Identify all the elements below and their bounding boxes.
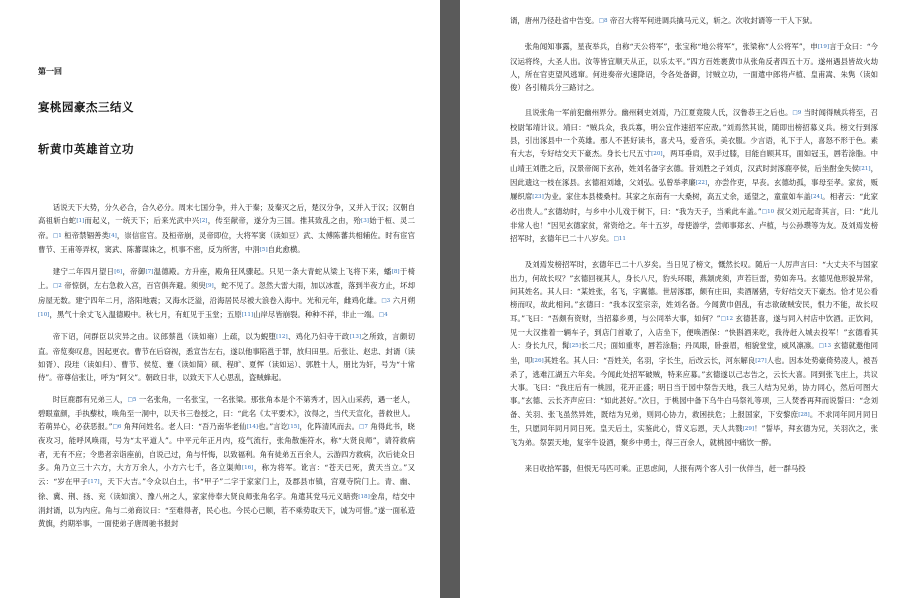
footnote-marker[interactable]: [1] [76,218,85,225]
footnote-marker[interactable]: □1 [52,232,62,239]
footnote-marker[interactable]: [19] [817,44,830,51]
footnote-marker[interactable]: [18] [358,493,370,500]
footnote-marker[interactable]: [3] [361,218,369,225]
footnote-marker[interactable]: [16] [241,465,254,472]
footnote-marker[interactable]: [4] [108,232,117,239]
chapter-title-line-2: 斩黄巾英雄首立功 [38,142,134,156]
footnote-marker[interactable]: [2] [199,218,208,225]
footnote-marker[interactable]: □8 [598,18,608,24]
left-paragraph: 话说天下大势，分久必合，合久必分。周末七国分争，并入于秦；及秦灭之后，楚汉分争，又并入于汉；汉朝自高祖斩白蛇[1]而起义，一统天下；后来光武中兴[2]，传至献帝，遂分为三国。推其致乱之由，殆[3]始于桓、灵二帝。□1 桓帝禁锢善类[4]，崇信宦官。及桓帝崩，灵帝即位，大将军窦（读如豆）武、太傅陈蕃共相辅佐。时有宦官曹节、王甫等弄权，窦武、陈蕃谋诛之，机事不密，反为所害，中涓[5]自此愈横。 [38,203,415,254]
footnote-marker[interactable]: [20] [651,151,663,158]
footnote-marker[interactable]: □3 [381,297,391,304]
footnote-marker[interactable]: [28] [798,411,810,418]
footnote-marker[interactable]: □6 [112,424,122,431]
footnote-marker[interactable]: [6] [114,269,123,276]
footnote-marker[interactable]: [5] [259,246,268,253]
footnote-marker[interactable]: □12 [720,315,734,322]
footnote-marker[interactable]: □2 [52,283,62,290]
right-page [460,0,900,598]
footnote-marker[interactable]: [25] [569,343,581,350]
footnote-marker[interactable]: [7] [145,269,154,276]
left-paragraph: 建宁二年四月望日[6]，帝御[7]温德殿。方升座，殿角狂风骤起。只见一条大青蛇从梁上飞将下来，蟠[8]于椅上。□2 帝惊倒，左右急救入宫，百官俱奔避。须臾[9]，蛇不见了。忽然大雷大雨，加以冰雹，落到半夜方止，坏却房屋无数。建宁四年二月，洛阳地震；又海水泛溢，沿海居民尽被大浪卷入海中。光和元年，雌鸡化雄。□3 六月朔[10]，黑气十余丈飞入温德殿中。秋七月，有虹见于玉堂；五原[11]山岸尽皆崩裂。种种不祥，非止一端。□4 [38,267,415,320]
chapter-title-line-1: 宴桃园豪杰三结义 [38,100,134,114]
footnote-marker[interactable]: [12] [276,334,288,341]
footnote-marker[interactable]: [8] [391,269,400,276]
right-paragraph: 谞，唐州乃径赴省中告变。□8 帝召大将军何进调兵擒马元义，斩之。次收封谞等一干人下狱。 [510,16,817,25]
footnote-marker[interactable]: [21] [859,165,871,172]
footnote-marker[interactable]: □13 [818,343,832,350]
left-paragraph: 帝下诏，问群臣以灾异之由。议郎蔡邕（读如雍）上疏，以为蜺堕[12]、鸡化乃妇寺干政[13]之所致，言颇切直。帝览奏叹息，因起更衣。曹节在后窃视，悉宣告左右，遂以他事陷邕于罪，放归田里。后张让、赵忠、封谞（读如胥）、段珪（读如归）、曹节、侯览、蹇（读如简）硕、程旷、夏恽（读如运）、郭胜十人，朋比为奸，号为“十常侍”。帝尊信张让，呼为“阿父”。朝政日非，以致天下人心思乱，盗贼蜂起。 [38,332,415,383]
left-page [0,0,440,598]
footnote-marker[interactable]: [9] [205,283,214,290]
footnote-marker[interactable]: [24] [810,194,823,201]
left-paragraph: 时巨鹿郡有兄弟三人，□5 一名张角，一名张宝，一名张梁。那张角本是个不第秀才，因入山采药，遇一老人，碧眼童颜，手执藜杖，唤角至一洞中，以天书三卷授之，曰：“此名《太平要术》，汝得之，当代天宣化，普救世人。若萌异心，必获恶报。”□6 角拜问姓名。老人曰：“吾乃南华老仙[14]也。”言讫[15]，化阵清风而去。□7 角得此书，晓夜攻习，能呼风唤雨，号为“太平道人”。中平元年正月内，疫气流行，张角散施符水，称“大贤良师”，请符救病者，无有不应；令患者亲诣座前，自说己过，角与忏悔，以致福利。角有徒弟五百余人，云游四方救病，次后徒众日多。角乃立三十六方，大方万余人，小方六七千，各立渠帅[16]，称为将军。讹言：“苍天已死，黄天当立。”又云：“岁在甲子[17]，天下大吉。”令众以白土，书“甲子”二字于家家门上，及郡县市镇，宫观寺院门上。青、幽、徐、冀、荆、扬、兖（读如演）、豫八州之人，家家侍奉大贤良师张角名字。角遣其党马元义暗赍[18]金帛，结交中涓封谞，以为内应。角与二弟商议曰：“至难得者，民心也。今民心已顺，若不乘势取天下，诚为可惜。”遂一面私造黄旗，约期举事，一面使弟子唐周驰书报封 [38,394,416,529]
footnote-marker[interactable]: □7 [359,424,368,431]
chapter-label: 第一回 [38,66,62,76]
right-paragraph: 来日收拾军器，但恨无马匹可乘。正思虑间，人报有两个客人引一伙伴当，赶一群马投 [524,463,806,473]
footnote-marker[interactable]: □5 [127,396,137,403]
footnote-marker[interactable]: [14] [246,424,259,431]
footnote-marker[interactable]: [26] [532,357,544,364]
right-paragraph: 及刘焉发榜招军时，玄德年已二十八岁矣。当日见了榜文，慨然长叹。随后一人厉声言曰：“大丈夫不与国家出力，何故长叹？”玄德回视其人，身长八尺，豹头环眼，燕颔虎须，声若巨雷，势如奔马。玄德见他形貌异常，问其姓名。其人曰：“某姓张，名飞，字翼德。世居涿郡，颇有庄田，卖酒屠猪，专好结交天下豪杰。恰才见公看榜而叹，故此相问。”玄德曰：“我本汉室宗亲，姓刘名备。今闻黄巾倡乱，有志欲破贼安民，恨力不能，故长叹耳。”飞曰：“吾颇有资财，当招募乡勇，与公同举大事，如何？”□12 玄德甚喜，遂与同入村店中饮酒。正饮间，见一大汉推着一辆车子，到店门首歇了，入店坐下，便唤酒保：“快斟酒来吃，我待赶入城去投军！”玄德看其人：身长九尺，髯[25]长二尺；面如重枣，唇若涂脂；丹凤眼，卧蚕眉，相貌堂堂，威风凛凛。□13 玄德就邀他同坐，叩[26]其姓名。其人曰：“吾姓关，名羽，字长生，后改云长，河东解良[27]人也。因本处势豪倚势凌人，被吾杀了，逃难江湖五六年矣。今闻此处招军破贼，特来应募。”玄德遂以己志告之，云长大喜。同到张飞庄上，共议大事。飞曰：“我庄后有一桃园，花开正盛；明日当于园中祭告天地，我三人结为兄弟，协力同心，然后可图大事。”玄德、云长齐声应曰：“如此甚好。”次日，于桃园中备下乌牛白马祭礼等项，三人焚香再拜而说誓曰：“念刘备、关羽、张飞虽然异姓，既结为兄弟，则同心协力，救困扶危；上报国家，下安黎庶[28]。不求同年同月同日生，只愿同年同月同日死。皇天后土，实鉴此心，背义忘恩，天人共戮[29]！”誓毕，拜玄德为兄，关羽次之，张飞为弟。祭罢天地，复宰牛设酒，聚乡中勇士，得三百余人，就桃园中痛饮一醉。 [510,260,879,448]
footnote-marker[interactable]: [17] [88,479,100,486]
footnote-marker[interactable]: [22] [695,179,708,186]
footnote-marker[interactable]: [15] [288,424,300,431]
footnote-marker[interactable]: [23] [532,194,544,201]
footnote-marker[interactable]: □10 [761,208,775,215]
footnote-marker[interactable]: □4 [378,312,388,319]
footnote-marker[interactable]: □11 [613,236,626,243]
right-paragraph: 且说张角一军前犯幽州界分。幽州刺史刘焉，乃江夏竟陵人氏，汉鲁恭王之后也。□9 当时闻得贼兵将至，召校尉邹靖计议。靖曰：“贼兵众，我兵寡，明公宜作速招军应敌。”刘焉然其说，随即出榜招募义兵。榜文行到涿县，引出涿县中一个英雄。那人不甚好读书，喜犬马，爱音乐，美衣服。少言语，礼下于人，喜怒不形于色。素有大志，专好结交天下豪杰。身长七尺五寸[20]，两耳垂肩，双手过膝，目能自顾其耳，面如冠玉，唇若涂脂。中山靖王刘胜之后，汉景帝阁下玄孙，姓刘名备字玄德。昔刘胜之子刘贞，汉武时封涿鹿亭侯，后坐酎金失侯[21]，因此遗这一枝在涿县。玄德祖刘雄，父刘弘。弘曾举孝廉[22]，亦尝作吏，早丧。玄德幼孤，事母至孝。家贫，贩屦织席[23]为业。家住本县楼桑村。其家之东南有一大桑树，高五丈余，遥望之，童童如车盖[24]。相者云：“此家必出贵人。”玄德幼时，与乡中小儿戏于树下，曰：“我为天子，当乘此车盖。”□10 叔父刘元起奇其言，曰：“此儿非常人也！”因见玄德家贫，常资给之。年十五岁，母使游学，尝师事郑玄、卢植，与公孙瓒等为友。及刘焉发榜招军时，玄德年已二十八岁矣。□11 [510,108,878,244]
footnote-marker[interactable]: [11] [241,312,254,319]
right-paragraph: 张角闻知事露，星夜举兵，自称“天公将军”，张宝称“地公将军”，张梁称“人公将军”，申[19]言于众曰：“今汉运将终，大圣人出。汝等皆宜顺天从正，以乐太平。”四方百姓裹黄巾从张角反者四五十万。遂州遇县皆故火劫人，所在官吏望风逃窜。何进奏帝火速降诏，令各处备御，讨贼立功，一面遣中郎将卢植、皇甫嵩、朱隽（读如俊）各引精兵分三路讨之。 [510,42,878,93]
footnote-marker[interactable]: [13] [349,334,362,341]
footnote-marker[interactable]: □9 [792,110,802,117]
footnote-marker[interactable]: [10] [38,312,50,319]
footnote-marker[interactable]: [29] [742,426,755,433]
footnote-marker[interactable]: [27] [755,357,767,364]
